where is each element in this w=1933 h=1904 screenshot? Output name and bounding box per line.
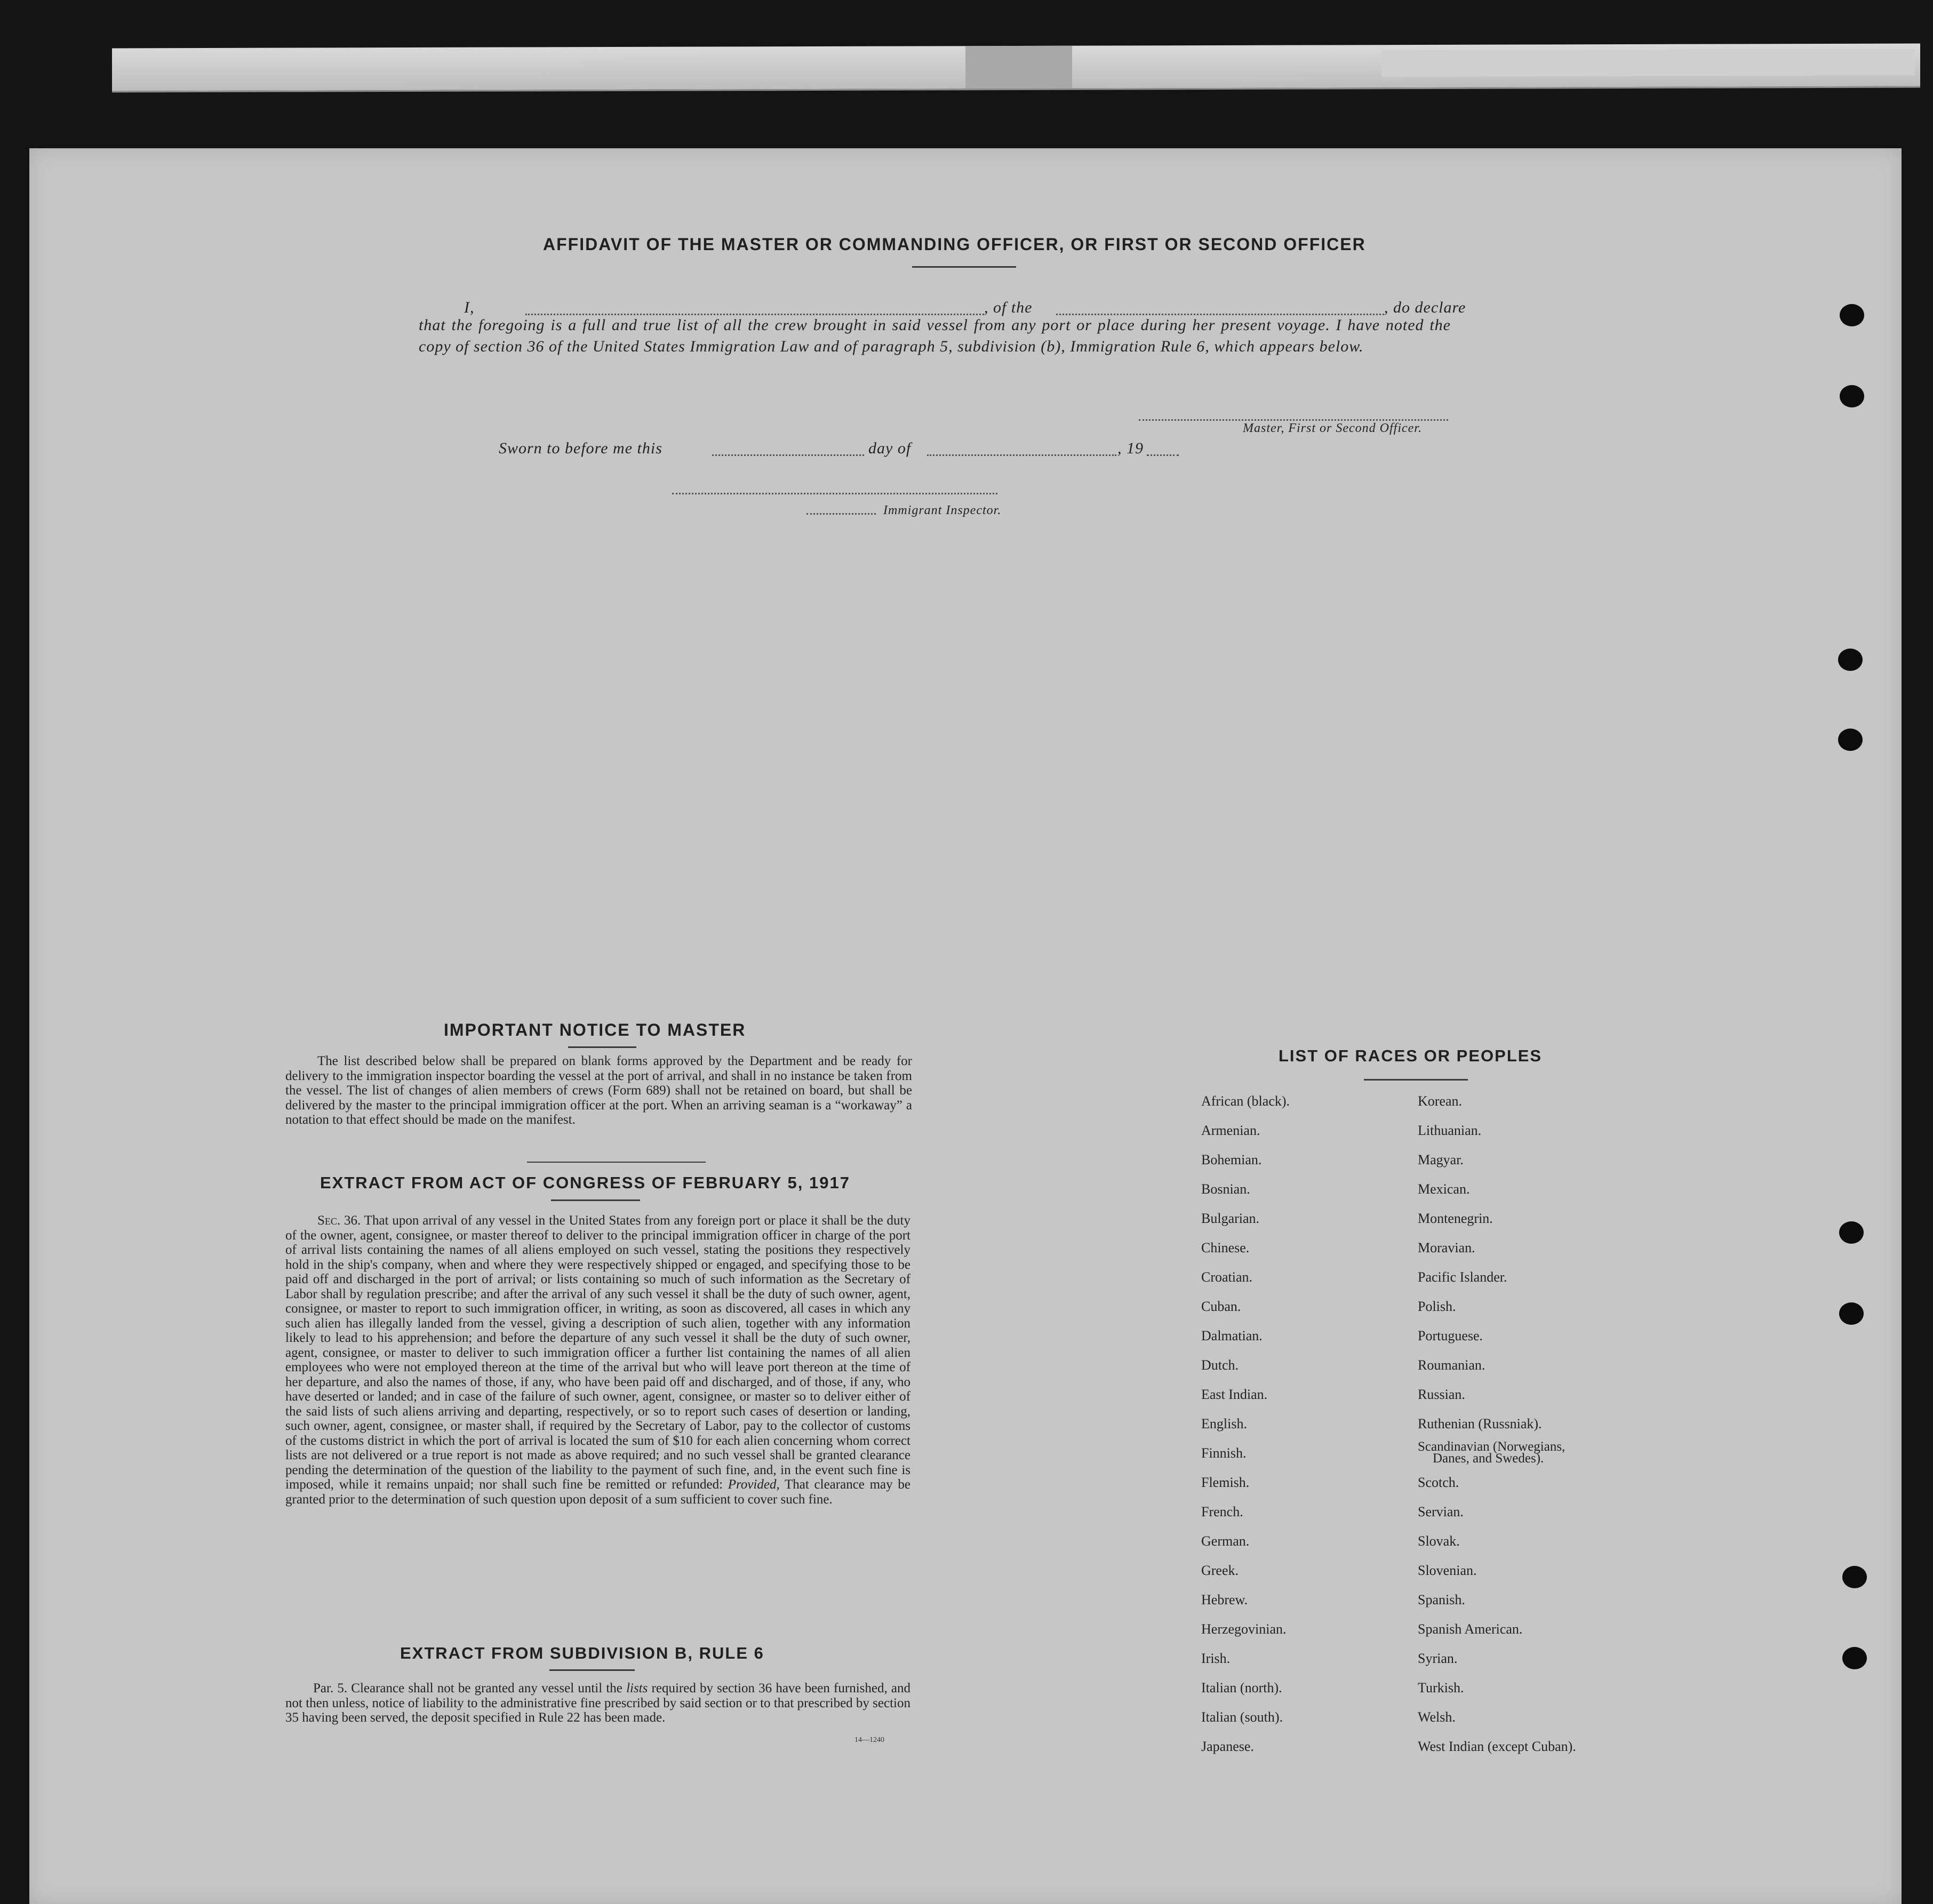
- race-item: Servian.: [1418, 1504, 1464, 1519]
- title-underline: [568, 1046, 636, 1048]
- races-title: LIST OF RACES OR PEOPLES: [1279, 1046, 1543, 1065]
- rule6-body-b: required by section 36 have been furnished, and not then unless, notice of liability to the administrative fine prescribed by said section or to that prescribed by section 35 having been served, the deposit specified in Rule 22 has been made.: [285, 1681, 910, 1725]
- race-item: Italian (north).: [1201, 1680, 1282, 1695]
- race-item: Portuguese.: [1418, 1328, 1483, 1343]
- act-body: That upon arrival of any vessel in the United States from any foreign port or place it shall be the duty of the owner, agent, consignee, or master thereof to deliver to the principal immigration officer in charge of the port of arrival lists containing the names of all aliens employed on such vessel, stating the positions they respectively hold in the ship's company, when and where they were respectively shipped or engaged, and specifying those to be paid off and discharged in the port of arrival; or lists containing so much of such information as the Secretary of Labor shall by regulation prescribe; and after the arrival of any such vessel it shall be the duty of such owner, agent, consignee, or master to report to such immigration officer, in writing, as soon as discovered, all cases in which any such alien has illegally landed from the vessel, giving a description of such alien, together with any information likely to lead to his apprehension; and before the departure of any such vessel it shall be the duty of such owner, agent, consignee, or master to deliver to such immigration officer a further list containing the names of all alien employees who were not employed thereon at the time of the arrival but who will leave port thereon at the time of her departure, and also the names of those, if any, who have been paid off and discharged, and of those, if any, who have deserted or landed; and in case of the failure of such owner, agent, consignee, or master so to deliver either of the said lists of such aliens arriving and departing, respectively, or so to report such cases of desertion or landing, such owner, agent, consignee, or master shall, if required by the Secretary of Labor, pay to the collector of customs of the customs district in which the port of arrival is located the sum of $10 for each alien concerning whom correct lists are not delivered or a true report is not made as above required; and no such vessel shall be granted clearance pending the determination of the question of the liability to the payment of such fine, and, in the event such fine is imposed, while it remains unpaid; nor shall such fine be remitted or refunded:: [285, 1213, 910, 1492]
- punch-hole: [1842, 1566, 1867, 1588]
- race-item: Greek.: [1201, 1563, 1239, 1578]
- punch-hole: [1840, 385, 1864, 407]
- race-item: Bosnian.: [1201, 1181, 1250, 1197]
- punch-hole: [1838, 729, 1863, 751]
- race-item: French.: [1201, 1504, 1243, 1519]
- par-label: Par. 5.: [313, 1681, 348, 1695]
- affidavit-title: AFFIDAVIT OF THE MASTER OR COMMANDING OFFICER, OR FIRST OR SECOND OFFICER: [543, 235, 1366, 254]
- rule6-body-a: Clearance shall not be granted any vessel until the: [347, 1681, 627, 1695]
- race-item: Moravian.: [1418, 1240, 1475, 1255]
- paper-tear: [1381, 49, 1915, 77]
- race-item: Irish.: [1201, 1651, 1231, 1666]
- race-item: Lithuanian.: [1418, 1123, 1482, 1138]
- paper-tear: [965, 46, 1072, 89]
- affidavit-do-declare: , do declare: [1384, 299, 1466, 316]
- section-label: Sec. 36.: [317, 1213, 361, 1228]
- act-body-end: That clearance may be granted prior to the determination of such question upon deposit of a sum sufficient to cover such fine.: [285, 1477, 910, 1507]
- race-item: Ruthenian (Russniak).: [1418, 1416, 1542, 1431]
- race-item: West Indian (except Cuban).: [1418, 1739, 1576, 1754]
- race-item: Welsh.: [1418, 1709, 1456, 1725]
- rule6-title: EXTRACT FROM SUBDIVISION B, RULE 6: [400, 1644, 764, 1662]
- sworn-day-of: day of: [868, 439, 912, 457]
- act-text: [285, 1213, 910, 1507]
- act-title: EXTRACT FROM ACT OF CONGRESS OF FEBRUARY 5, 1917: [320, 1173, 850, 1192]
- sworn-year: , 19: [1117, 439, 1144, 457]
- notice-title: IMPORTANT NOTICE TO MASTER: [444, 1020, 746, 1039]
- punch-hole: [1840, 304, 1864, 326]
- signature-blank-line[interactable]: [1139, 419, 1448, 421]
- sworn-year-blank[interactable]: [1147, 454, 1179, 456]
- race-item: Italian (south).: [1201, 1709, 1283, 1725]
- race-item: German.: [1201, 1533, 1250, 1549]
- race-item: Turkish.: [1418, 1680, 1464, 1695]
- sworn-prefix: Sworn to before me this: [499, 439, 662, 457]
- race-item: Bulgarian.: [1201, 1211, 1260, 1226]
- affidavit-of-the: , of the: [984, 299, 1033, 316]
- race-item: Magyar.: [1418, 1152, 1464, 1167]
- title-underline: [549, 1669, 635, 1671]
- previous-page-stub: [112, 44, 1920, 93]
- affidavit-paragraph: that the foregoing is a full and true list of all the crew brought in said vessel from any port or place during her present voyage. I have noted the copy of section 36 of the United States Immigration Law and of paragraph 5, subdivision (b), Immigration Rule 6, which appears below.: [419, 316, 1451, 355]
- section-divider: [527, 1162, 706, 1163]
- race-item: Mexican.: [1418, 1181, 1470, 1197]
- inspector-label: Immigrant Inspector.: [883, 503, 1002, 517]
- race-item: Korean.: [1418, 1093, 1463, 1109]
- form-number: 14—1240: [854, 1736, 884, 1744]
- race-item: Japanese.: [1201, 1739, 1254, 1754]
- title-underline: [1364, 1079, 1468, 1081]
- signature-label: Master, First or Second Officer.: [1243, 421, 1422, 435]
- sworn-day-blank[interactable]: [712, 454, 864, 456]
- race-item: Armenian.: [1201, 1123, 1260, 1138]
- notice-text: The list described below shall be prepared on blank forms approved by the Department and be ready for delivery to the immigration inspector boarding the vessel at the port of arrival, and shall in no instance be taken from the vessel. The list of changes of alien members of crews (Form 689) shall not be retained on board, but shall be delivered by the master to the principal immigration officer at the port. When an arriving seaman is a “workaway” a notation to that effect should be made on the manifest.: [285, 1054, 912, 1127]
- race-item: Cuban.: [1201, 1299, 1241, 1314]
- race-item: Herzegovinian.: [1201, 1621, 1287, 1637]
- race-item: East Indian.: [1201, 1387, 1268, 1402]
- affidavit-i: I,: [464, 299, 475, 316]
- title-underline: [551, 1199, 640, 1201]
- race-item: Spanish.: [1418, 1592, 1465, 1607]
- race-item: Slovak.: [1418, 1533, 1460, 1549]
- race-item: [1418, 1441, 1565, 1465]
- lists-word: lists: [626, 1681, 648, 1695]
- punch-hole: [1842, 1647, 1867, 1669]
- race-item: Hebrew.: [1201, 1592, 1248, 1607]
- race-item: Spanish American.: [1418, 1621, 1523, 1637]
- document-page: [29, 148, 1902, 1904]
- punch-hole: [1839, 1302, 1864, 1325]
- race-item: Syrian.: [1418, 1651, 1458, 1666]
- race-item: Chinese.: [1201, 1240, 1250, 1255]
- punch-hole: [1839, 1221, 1864, 1244]
- sworn-month-blank[interactable]: [927, 454, 1116, 456]
- race-item: Pacific Islander.: [1418, 1269, 1507, 1285]
- race-item: English.: [1201, 1416, 1247, 1431]
- rule6-text: [285, 1681, 910, 1725]
- race-item: Dutch.: [1201, 1357, 1239, 1373]
- race-item: Dalmatian.: [1201, 1328, 1263, 1343]
- race-item: Scotch.: [1418, 1475, 1459, 1490]
- race-item: Finnish.: [1201, 1445, 1247, 1461]
- inspector-blank-line-short[interactable]: [806, 513, 876, 515]
- race-item: Roumanian.: [1418, 1357, 1485, 1373]
- race-item: Polish.: [1418, 1299, 1456, 1314]
- punch-hole: [1838, 649, 1863, 671]
- race-item: Russian.: [1418, 1387, 1465, 1402]
- race-item: Flemish.: [1201, 1475, 1250, 1490]
- provided-word: Provided,: [728, 1477, 780, 1492]
- race-item-line1: Scandinavian (Norwegians,: [1418, 1439, 1565, 1454]
- title-underline: [912, 266, 1016, 268]
- race-item: Montenegrin.: [1418, 1211, 1493, 1226]
- race-item: Croatian.: [1201, 1269, 1253, 1285]
- race-item: Bohemian.: [1201, 1152, 1262, 1167]
- race-item: African (black).: [1201, 1093, 1290, 1109]
- race-item-line2: Danes, and Swedes).: [1433, 1451, 1544, 1466]
- race-item: Slovenian.: [1418, 1563, 1477, 1578]
- inspector-blank-line[interactable]: [672, 493, 997, 494]
